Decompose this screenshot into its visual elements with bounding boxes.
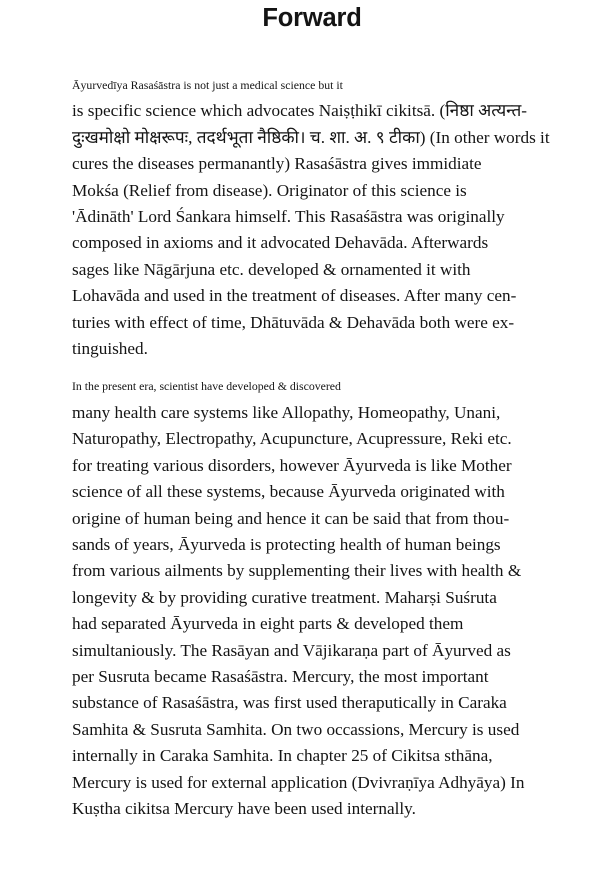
paragraph-line: Āyurvedīya Rasaśāstra is not just a medical science but it <box>72 78 343 92</box>
body-text <box>36 72 588 822</box>
paragraph-line: had separated Āyurveda in eight parts & developed them <box>72 614 464 634</box>
paragraph-line: from various ailments by supplementing their lives with health & <box>72 561 522 581</box>
paragraph-line: दुःखमोक्षो मोक्षरूपः, तदर्थभूता नैष्ठिकी। च. शा. अ. ९ टीका) (In other words it <box>72 127 550 147</box>
paragraph-line: longevity & by providing curative treatment. Maharṣi Suśruta <box>72 587 497 607</box>
paragraph-line: Lohavāda and used in the treatment of diseases. After many cen- <box>72 286 517 306</box>
paragraph-line: turies with effect of time, Dhātuvāda & Dehavāda both were ex- <box>72 312 515 332</box>
paragraph-line: science of all these systems, because Āyurveda originated with <box>72 482 505 502</box>
paragraph-line: Mokśa (Relief from disease). Originator of this science is <box>72 180 467 200</box>
paragraph-line: origine of human being and hence it can be said that from thou- <box>72 508 510 528</box>
paragraph-line: In the present era, scientist have developed & discovered <box>72 379 341 394</box>
paragraph-1 <box>36 72 588 362</box>
paragraph-line: simultaniously. The Rasāyan and Vājikaraṇa part of Āyurved as <box>72 640 511 660</box>
paragraph-line: Kuṣtha cikitsa Mercury have been used internally. <box>72 798 416 818</box>
paragraph-line: per Susruta became Rasaśāstra. Mercury, the most important <box>72 666 489 686</box>
paragraph-line: cures the diseases permanantly) Rasaśāstra gives immidiate <box>72 154 482 174</box>
paragraph-line: many health care systems like Allopathy, Homeopathy, Unani, <box>72 402 501 422</box>
page-title: Forward <box>262 4 362 32</box>
paragraph-line: internally in Caraka Samhita. In chapter 25 of Cikitsa sthāna, <box>72 746 493 766</box>
paragraph-line: Naturopathy, Electropathy, Acupuncture, Acupressure, Reki etc. <box>72 429 512 449</box>
paragraph-line: substance of Rasaśāstra, was first used theraputically in Caraka <box>72 693 507 713</box>
paragraph-line: sages like Nāgārjuna etc. developed & ornamented it with <box>72 259 471 279</box>
paragraph-line: composed in axioms and it advocated Dehavāda. Afterwards <box>72 233 489 253</box>
paragraph-line: Samhita & Susruta Samhita. On two occassions, Mercury is used <box>72 719 520 739</box>
paragraph-line: is specific science which advocates Naiṣṭhikī cikitsā. (निष्ठा अत्यन्त- <box>72 101 527 121</box>
paragraph-line: for treating various disorders, however Āyurveda is like Mother <box>72 455 512 475</box>
paragraph-2 <box>36 373 588 822</box>
paragraph-line: Mercury is used for external application (Dvivraṇīya Adhyāya) In <box>72 772 525 792</box>
paragraph-line: tinguished. <box>72 339 148 359</box>
paragraph-line: 'Ādināth' Lord Śankara himself. This Rasaśāstra was originally <box>72 207 505 227</box>
paragraph-line: sands of years, Āyurveda is protecting health of human beings <box>72 534 501 554</box>
